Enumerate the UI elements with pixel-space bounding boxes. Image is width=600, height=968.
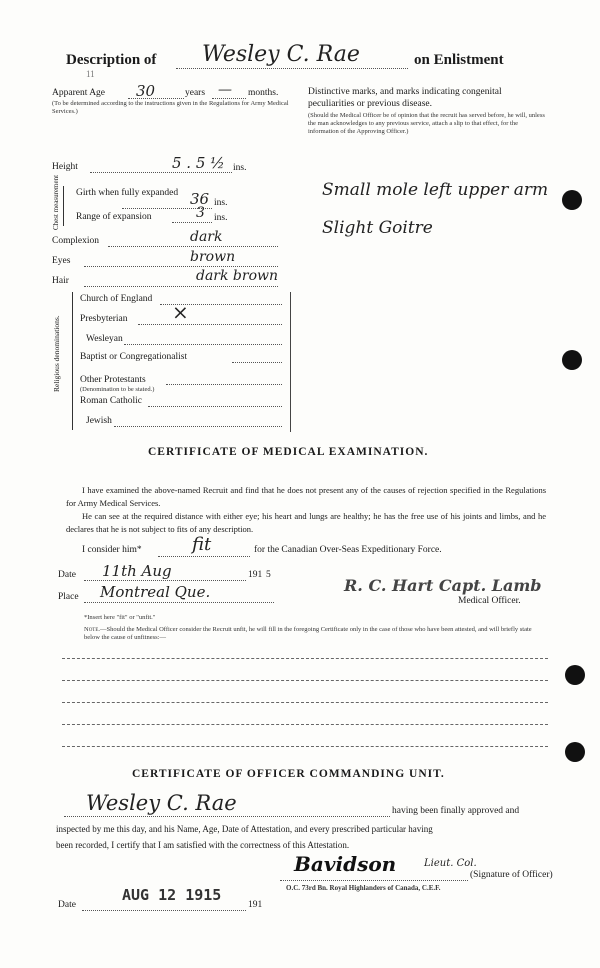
header-name-line: [176, 68, 408, 69]
officer-date-label: Date: [58, 900, 76, 910]
months-value: —: [218, 82, 232, 98]
unfit-note-label: Note.: [84, 626, 101, 633]
marks-note: (Should the Medical Officer be of opinion that the recruit has served before, he will, unless the man acknowledges to any previous service, attach a slip to that effect, for the information of the Approving Officer.): [308, 112, 545, 135]
punch-hole-middle: [562, 350, 582, 370]
eyes-line: [84, 266, 278, 267]
unfit-line-4: [62, 724, 548, 725]
religion-presbyterian: Presbyterian: [80, 314, 128, 324]
complexion-label: Complexion: [52, 236, 99, 246]
unfit-note: [84, 626, 544, 642]
officer-heading: CERTIFICATE OF OFFICER COMMANDING UNIT.: [132, 768, 445, 780]
religion-line-4: [232, 362, 282, 363]
height-line: [90, 172, 232, 173]
complexion-value: dark: [190, 229, 223, 245]
religion-line-6: [148, 406, 282, 407]
height-unit: ins.: [233, 163, 247, 173]
officer-date-line: [82, 910, 246, 911]
eyes-label: Eyes: [52, 256, 71, 266]
complexion-line: [108, 246, 278, 247]
medical-para-1: I have examined the above-named Recruit and find that he does not present any of the causes of rejection specified in the Regulations for Army Medical Services.: [66, 485, 546, 508]
consider-line: [158, 556, 250, 557]
distinctive-mark-2: Slight Goitre: [322, 218, 433, 238]
medical-officer-signature: R. C. Hart Capt. Lamb: [344, 576, 542, 595]
recruit-name-handwritten: Wesley C. Rae: [202, 42, 360, 67]
hair-label: Hair: [52, 276, 69, 286]
religion-bracket: [72, 292, 73, 430]
religion-presbyterian-mark: ×: [172, 300, 189, 324]
margin-mark: 11: [86, 69, 95, 79]
religion-church-of-england: Church of England: [80, 294, 153, 304]
unfit-line-5: [62, 746, 548, 747]
date-stamp: AUG 12 1915: [122, 886, 222, 904]
header-suffix: on Enlistment: [414, 52, 504, 68]
punch-hole-top: [562, 190, 582, 210]
officer-recruit-name: Wesley C. Rae: [86, 791, 237, 815]
officer-unit: O.C. 73rd Bn. Royal Highlanders of Canada, C.E.F.: [286, 884, 441, 892]
officer-text-2: inspected by me this day, and his Name, Age, Date of Attestation, and every prescribed particular having: [56, 824, 433, 834]
consider-suffix: for the Canadian Over-Seas Expeditionary Force.: [254, 545, 442, 555]
height-value: 5 . 5 ½: [172, 154, 225, 172]
officer-signature-label: (Signature of Officer): [470, 870, 553, 880]
religion-line-5: [166, 384, 282, 385]
fitness-value: fit: [192, 534, 212, 555]
religion-side-label: Religious denominations.: [52, 315, 61, 392]
medical-place-value: Montreal Que.: [100, 583, 211, 601]
religion-roman-catholic: Roman Catholic: [80, 396, 143, 406]
officer-signature-line: [280, 880, 468, 881]
girth-value: 36: [190, 190, 210, 208]
medical-date-line: [84, 580, 246, 581]
range-label: Range of expansion: [76, 212, 152, 222]
officer-text-1: having been finally approved and: [392, 806, 520, 816]
punch-hole-bottom: [565, 742, 585, 762]
medical-place-label: Place: [58, 592, 79, 602]
unfit-line-3: [62, 702, 548, 703]
distinctive-mark-1: Small mole left upper arm: [322, 180, 549, 200]
hair-line: [84, 286, 278, 287]
hair-value: dark brown: [196, 268, 279, 284]
chest-side-label: Chest measurement: [52, 174, 60, 230]
years-label: years: [185, 88, 206, 98]
officer-name-line: [64, 816, 390, 817]
girth-unit: ins.: [214, 198, 228, 208]
apparent-age-label: Apparent Age: [52, 88, 106, 98]
age-note: (To be determined according to the instructions given in the Regulations for Army Medical Services.): [52, 100, 289, 115]
religion-line-2: [138, 324, 282, 325]
consider-prefix: I consider him*: [82, 545, 142, 555]
fit-footnote: *Insert here "fit" or "unfit.": [84, 614, 156, 621]
medical-year-prefix: 191: [248, 570, 263, 580]
medical-year-value: 5: [266, 570, 271, 580]
punch-hole-lower: [565, 665, 585, 685]
medical-date-value: 11th Aug: [102, 562, 172, 580]
religion-baptist: Baptist or Congregationalist: [80, 352, 188, 362]
eyes-value: brown: [190, 249, 236, 265]
religion-jewish: Jewish: [86, 416, 112, 426]
religion-line-3: [124, 344, 282, 345]
range-unit: ins.: [214, 213, 228, 223]
religion-line-7: [114, 426, 282, 427]
religion-other-note: (Denomination to be stated.): [80, 386, 155, 393]
range-line: [172, 222, 212, 223]
months-line: [212, 98, 246, 99]
officer-rank: Lieut. Col.: [424, 858, 477, 869]
religion-wesleyan: Wesleyan: [86, 334, 123, 344]
medical-heading: CERTIFICATE OF MEDICAL EXAMINATION.: [148, 446, 429, 458]
religion-right-border: [290, 292, 291, 432]
girth-label: Girth when fully expanded: [76, 188, 179, 198]
height-label: Height: [52, 162, 78, 172]
marks-heading: Distinctive marks, and marks indicating congenital peculiarities or previous disease.: [308, 87, 502, 109]
medical-date-label: Date: [58, 570, 76, 580]
unfit-note-text: —Should the Medical Officer consider the Recruit unfit, he will fill in the foregoing Certificate only in the case of those who have been attested, and will briefly state below the cause of unfitness:—: [84, 626, 532, 641]
unfit-line-2: [62, 680, 548, 681]
medical-place-line: [84, 602, 274, 603]
unfit-line-1: [62, 658, 548, 659]
months-label: months.: [248, 88, 279, 98]
religion-other-protestants: Other Protestants: [80, 375, 146, 385]
commanding-officer-signature: Bavidson: [294, 852, 397, 876]
chest-bracket: [63, 186, 64, 226]
officer-year-prefix: 191: [248, 900, 263, 910]
apparent-age-value: 30: [136, 82, 156, 100]
officer-text-3: been recorded, I certify that I am satisfied with the correctness of this Attestation.: [56, 840, 350, 850]
medical-para-2: He can see at the required distance with either eye; his heart and lungs are healthy; he has the free use of his joints and limbs, and he declares that he is not subject to fits of any description.: [66, 511, 546, 534]
range-value: 3: [196, 205, 205, 221]
medical-officer-label: Medical Officer.: [458, 596, 521, 606]
header-prefix: Description of: [66, 52, 157, 68]
